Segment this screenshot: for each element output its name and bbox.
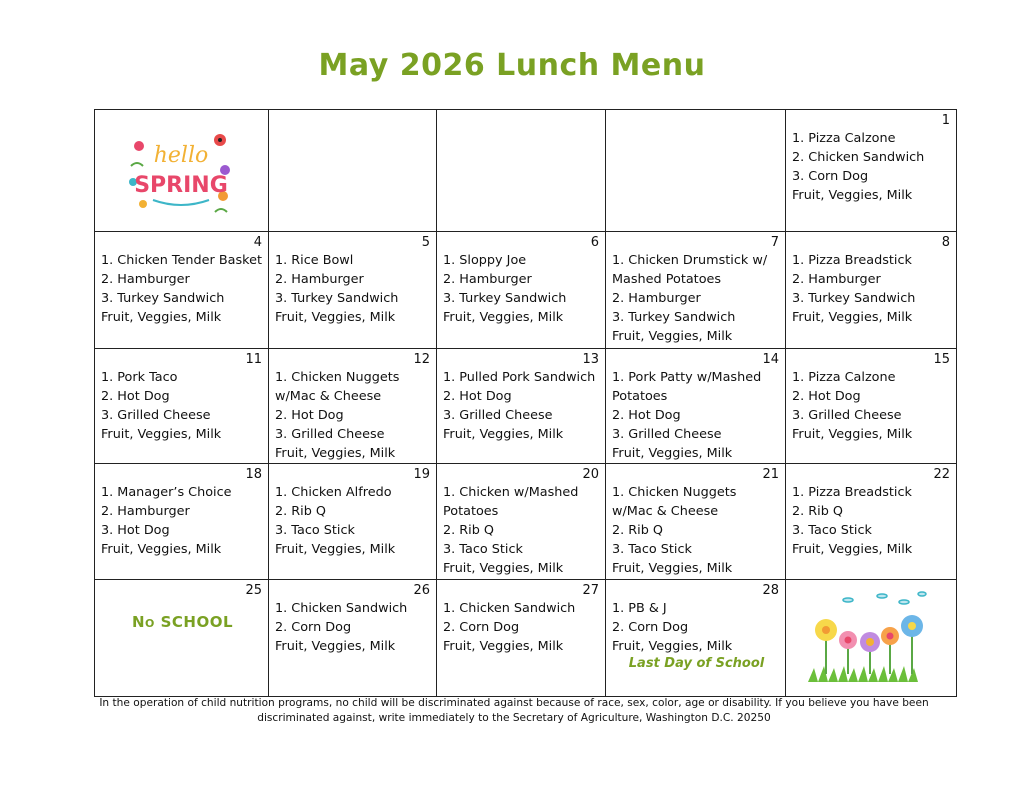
menu-item: 2. Chicken Sandwich — [792, 150, 925, 165]
day-cell — [606, 232, 786, 349]
spring-lettering: SPRING — [134, 173, 228, 198]
menu-item: 1. Pork Patty w/Mashed — [612, 370, 762, 385]
menu-item: 3. Turkey Sandwich — [101, 291, 225, 306]
menu-item: 1. Chicken w/Mashed — [443, 485, 579, 500]
day-cell — [786, 349, 957, 464]
menu-item: 1. Chicken Nuggets — [612, 485, 737, 500]
week-row — [95, 232, 957, 349]
hello-lettering: hello — [153, 143, 209, 168]
menu-item: 2. Hot Dog — [275, 408, 344, 423]
day-number: 21 — [762, 467, 779, 482]
menu-item: Fruit, Veggies, Milk — [792, 542, 913, 557]
flowers-art — [804, 586, 934, 686]
day-cell — [786, 232, 957, 349]
day-number: 25 — [245, 583, 262, 598]
week-row — [95, 349, 957, 464]
week-row — [95, 110, 957, 232]
menu-item: Fruit, Veggies, Milk — [612, 329, 733, 344]
menu-item: 3. Taco Stick — [275, 523, 355, 538]
menu-item: Fruit, Veggies, Milk — [443, 310, 564, 325]
menu-item: 1. Chicken Drumstick w/ — [612, 253, 768, 268]
menu-item: Fruit, Veggies, Milk — [275, 446, 396, 461]
day-cell — [269, 110, 437, 232]
menu-item: 1. Pizza Calzone — [792, 370, 896, 385]
day-number: 5 — [421, 235, 430, 250]
day-number: 27 — [582, 583, 599, 598]
menu-item: 1. Pizza Calzone — [792, 131, 896, 146]
nondiscrimination-statement — [94, 696, 934, 726]
menu-item: w/Mac & Cheese — [612, 504, 719, 519]
day-number: 13 — [582, 352, 599, 367]
footer-line-1: In the operation of child nutrition programs, no child will be discriminated against because of race, sex, color, age or disability. If you believe you have been — [99, 697, 929, 709]
day-cell — [606, 464, 786, 580]
last-day-note: Last Day of School — [628, 656, 765, 671]
day-cell — [437, 232, 606, 349]
day-number: 7 — [770, 235, 779, 250]
day-number: 22 — [933, 467, 950, 482]
flower-4 — [881, 627, 899, 645]
menu-item: 2. Corn Dog — [443, 620, 520, 635]
day-cell — [95, 232, 269, 349]
menu-item: 1. PB & J — [612, 601, 667, 616]
menu-item: 3. Corn Dog — [792, 169, 869, 184]
menu-item: 1. Chicken Sandwich — [275, 601, 408, 616]
menu-item: 1. Sloppy Joe — [443, 253, 527, 268]
menu-item: 2. Rib Q — [612, 523, 663, 538]
menu-item: 3. Turkey Sandwich — [443, 291, 567, 306]
menu-item: 3. Turkey Sandwich — [275, 291, 399, 306]
menu-item: 2. Hamburger — [792, 272, 881, 287]
menu-item: 1. Rice Bowl — [275, 253, 354, 268]
menu-item: 2. Hamburger — [443, 272, 532, 287]
week-row — [95, 464, 957, 580]
day-number: 14 — [762, 352, 779, 367]
day-number: 12 — [413, 352, 430, 367]
menu-item: 3. Turkey Sandwich — [792, 291, 916, 306]
day-cell — [437, 464, 606, 580]
menu-item: Fruit, Veggies, Milk — [101, 310, 222, 325]
menu-item: Fruit, Veggies, Milk — [612, 561, 733, 576]
menu-item: Fruit, Veggies, Milk — [792, 188, 913, 203]
day-cell — [269, 464, 437, 580]
menu-item: 3. Taco Stick — [792, 523, 872, 538]
day-cell — [269, 349, 437, 464]
menu-item: 1. Pulled Pork Sandwich — [443, 370, 596, 385]
menu-item: 2. Corn Dog — [612, 620, 689, 635]
menu-item: 3. Grilled Cheese — [612, 427, 722, 442]
menu-item: 1. Pizza Breadstick — [792, 485, 912, 500]
day-cell — [269, 232, 437, 349]
menu-item: 3. Taco Stick — [443, 542, 523, 557]
menu-item: Fruit, Veggies, Milk — [275, 639, 396, 654]
menu-item: 3. Grilled Cheese — [443, 408, 553, 423]
day-number: 15 — [933, 352, 950, 367]
day-number: 26 — [413, 583, 430, 598]
menu-item: 2. Corn Dog — [275, 620, 352, 635]
day-cell — [437, 110, 606, 232]
menu-item: Fruit, Veggies, Milk — [101, 542, 222, 557]
menu-item: Fruit, Veggies, Milk — [792, 310, 913, 325]
menu-item: Potatoes — [443, 504, 499, 519]
flower-1 — [815, 619, 837, 641]
day-cell — [269, 580, 437, 697]
day-number: 4 — [253, 235, 262, 250]
menu-item: Potatoes — [612, 389, 668, 404]
menu-item: 3. Hot Dog — [101, 523, 170, 538]
flower-3 — [860, 632, 880, 652]
menu-item: Fruit, Veggies, Milk — [443, 561, 564, 576]
menu-item: Fruit, Veggies, Milk — [101, 427, 222, 442]
flower-5 — [901, 615, 923, 637]
menu-item: Fruit, Veggies, Milk — [443, 427, 564, 442]
day-number: 18 — [245, 467, 262, 482]
flower-2 — [839, 631, 857, 649]
day-cell — [95, 349, 269, 464]
menu-item: 1. Chicken Alfredo — [275, 485, 392, 500]
menu-item: 1. Pork Taco — [101, 370, 178, 385]
menu-item: Fruit, Veggies, Milk — [275, 542, 396, 557]
day-number: 11 — [245, 352, 262, 367]
menu-item: 1. Manager’s Choice — [101, 485, 232, 500]
menu-item: 3. Grilled Cheese — [792, 408, 902, 423]
menu-item: 3. Taco Stick — [612, 542, 692, 557]
hello-spring-art — [125, 126, 235, 222]
footer-line-2: discriminated against, write immediately to the Secretary of Agriculture, Washington D.C. 20250 — [257, 712, 771, 724]
day-cell — [786, 110, 957, 232]
menu-item: w/Mac & Cheese — [275, 389, 382, 404]
day-number: 6 — [590, 235, 599, 250]
page-title: May 2026 Lunch Menu — [318, 48, 706, 83]
menu-item: Fruit, Veggies, Milk — [275, 310, 396, 325]
week-row — [95, 580, 957, 697]
day-number: 28 — [762, 583, 779, 598]
menu-item: 2. Hamburger — [612, 291, 701, 306]
day-cell — [606, 110, 786, 232]
day-cell — [606, 580, 786, 697]
menu-item: 1. Chicken Tender Basket — [101, 253, 263, 268]
day-number: 8 — [941, 235, 950, 250]
menu-item: 2. Hot Dog — [101, 389, 170, 404]
day-cell — [786, 580, 957, 697]
menu-calendar — [94, 109, 957, 697]
menu-item: 3. Grilled Cheese — [101, 408, 211, 423]
menu-item: 1. Chicken Sandwich — [443, 601, 576, 616]
day-number: 20 — [582, 467, 599, 482]
day-cell — [95, 464, 269, 580]
no-school-note: No SCHOOL — [131, 613, 234, 631]
menu-item: 2. Rib Q — [275, 504, 326, 519]
day-cell — [95, 110, 269, 232]
menu-item: Fruit, Veggies, Milk — [792, 427, 913, 442]
day-number: 19 — [413, 467, 430, 482]
menu-item: 2. Hot Dog — [443, 389, 512, 404]
menu-item: Fruit, Veggies, Milk — [443, 639, 564, 654]
menu-item: 2. Hot Dog — [792, 389, 861, 404]
menu-item: 1. Pizza Breadstick — [792, 253, 912, 268]
day-cell — [786, 464, 957, 580]
menu-item: Fruit, Veggies, Milk — [612, 639, 733, 654]
day-cell — [437, 580, 606, 697]
dragonflies — [843, 592, 926, 604]
day-number: 1 — [941, 113, 950, 128]
menu-item: 2. Hamburger — [101, 272, 190, 287]
menu-item: 3. Grilled Cheese — [275, 427, 385, 442]
menu-item: Mashed Potatoes — [612, 272, 722, 287]
menu-item: 1. Chicken Nuggets — [275, 370, 400, 385]
menu-item: 2. Rib Q — [792, 504, 843, 519]
day-cell — [95, 580, 269, 697]
menu-item: Fruit, Veggies, Milk — [612, 446, 733, 461]
day-cell — [437, 349, 606, 464]
menu-item: 2. Rib Q — [443, 523, 494, 538]
menu-item: 2. Hamburger — [275, 272, 364, 287]
menu-item: 2. Hot Dog — [612, 408, 681, 423]
menu-item: 3. Turkey Sandwich — [612, 310, 736, 325]
menu-item: 2. Hamburger — [101, 504, 190, 519]
day-cell — [606, 349, 786, 464]
